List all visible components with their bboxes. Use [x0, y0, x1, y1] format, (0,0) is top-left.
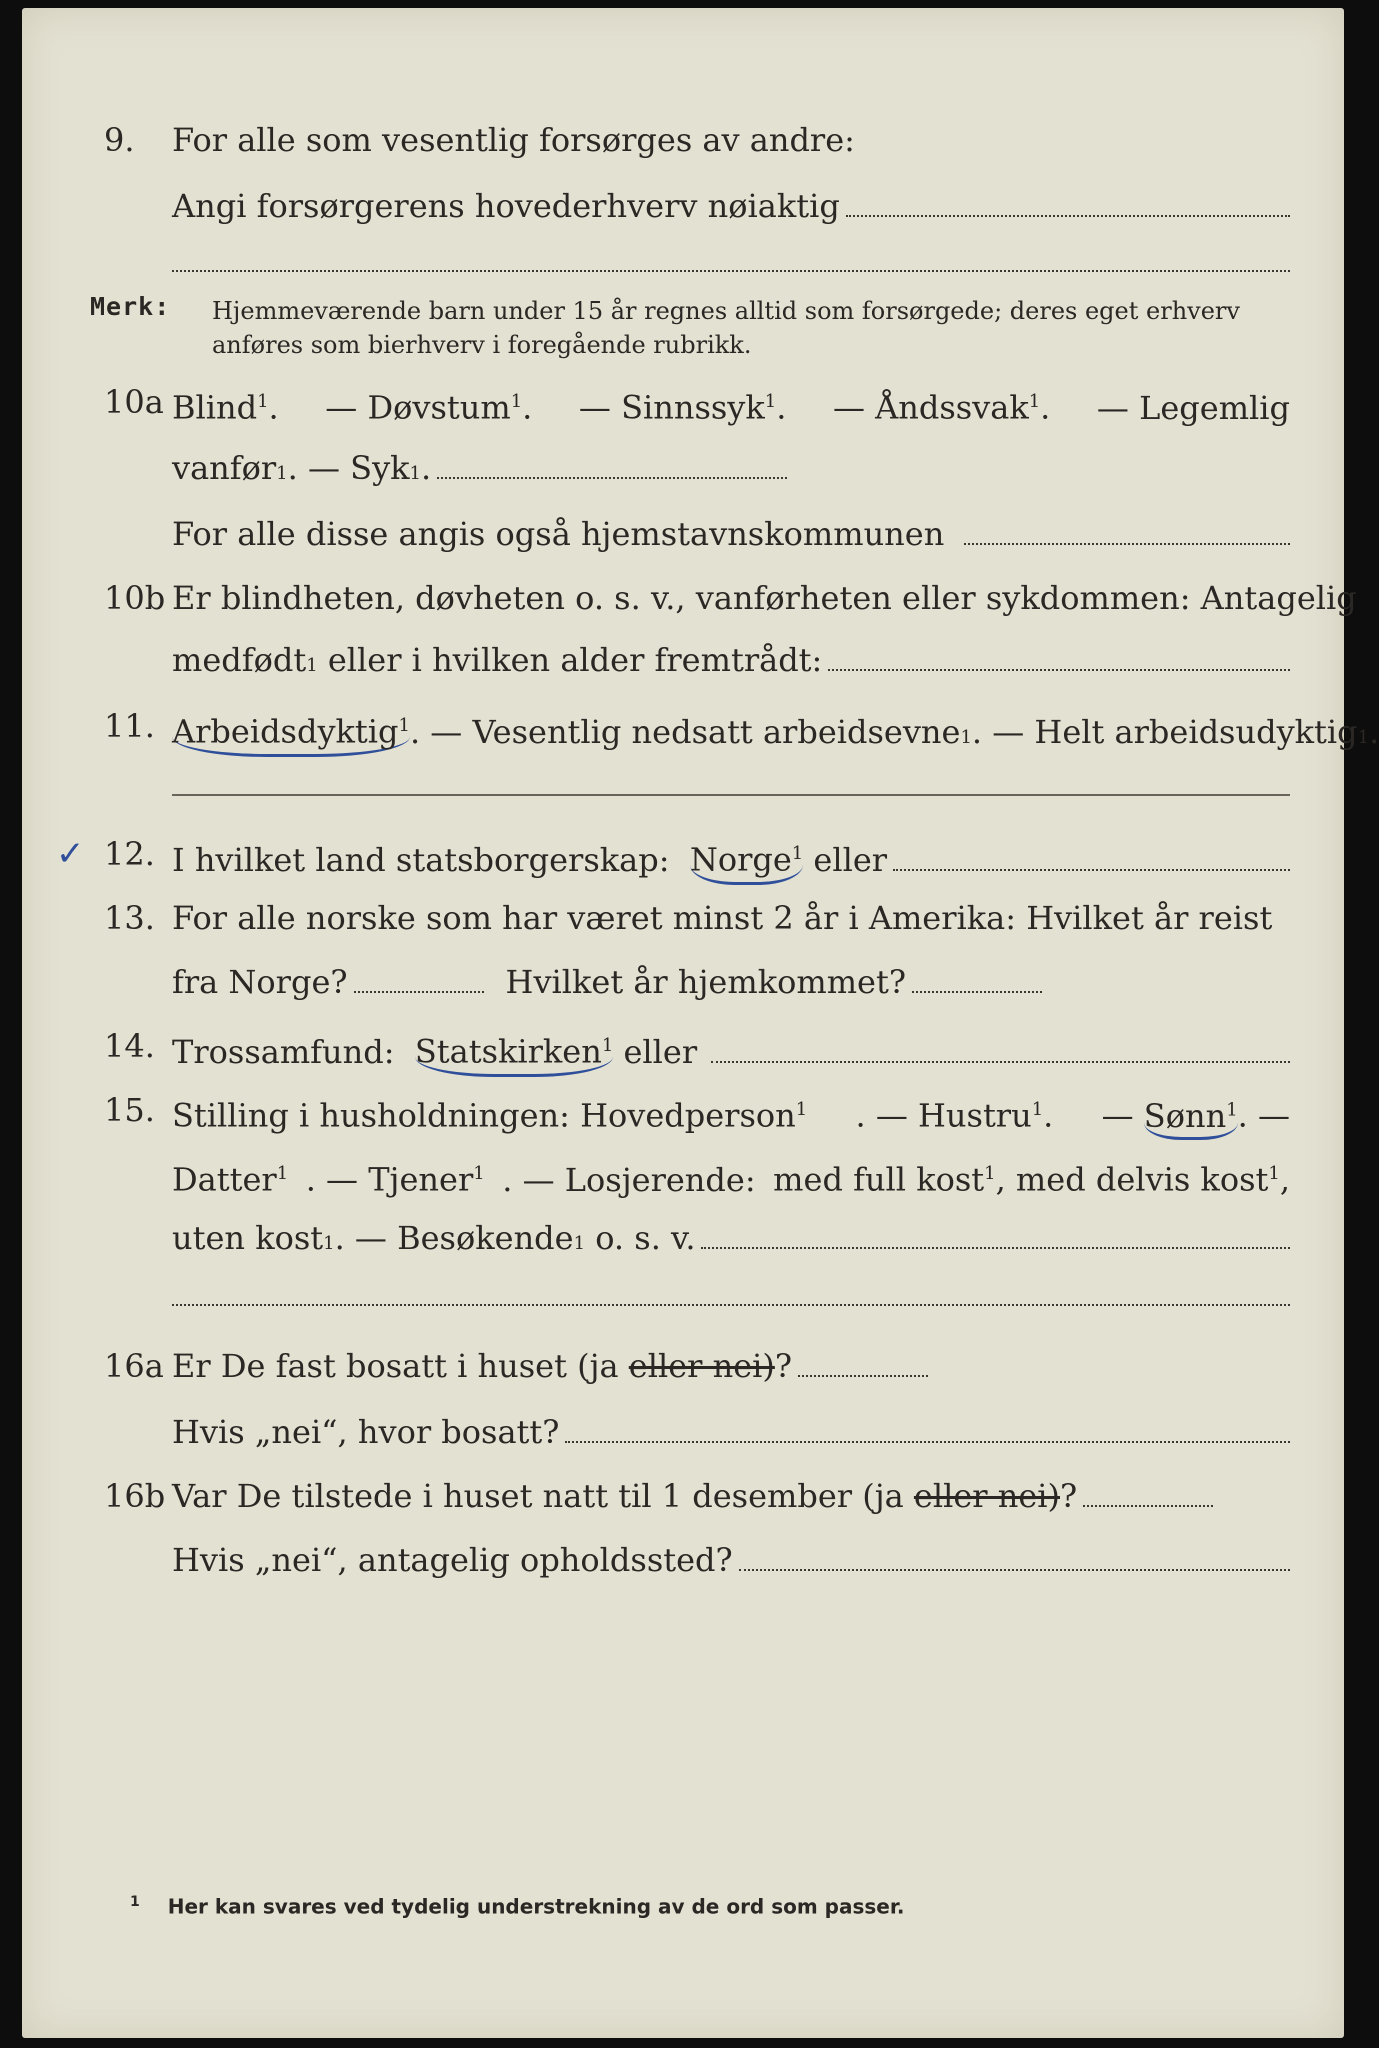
q16b-opholdssted-field[interactable]	[739, 1541, 1290, 1571]
q12-eller: eller	[813, 840, 888, 879]
q14-statskirken[interactable]: Statskirken$^1$	[415, 1026, 613, 1077]
q14-eller: eller	[623, 1032, 698, 1071]
q10a-number: 10a	[104, 383, 164, 421]
q16a-number: 16a	[104, 1347, 164, 1385]
q16b-number: 16b	[104, 1477, 166, 1515]
check-mark-icon: ✓	[56, 834, 85, 874]
q16b-text1: Var De tilstede i huset natt til 1 desember (ja	[172, 1477, 904, 1515]
q12-number: 12.	[104, 835, 155, 873]
q10b-answer-field[interactable]	[828, 641, 1290, 671]
q14-text: Trossamfund:	[172, 1032, 395, 1071]
q13-fra-norge: fra Norge?	[172, 963, 348, 1001]
q10a-hjemstavn-text: For alle disse angis også hjemstavnskommunen	[172, 515, 945, 553]
q14-number: 14.	[104, 1027, 155, 1065]
q13-reist-field[interactable]	[354, 963, 484, 993]
q11-answer-line[interactable]	[172, 794, 1290, 796]
q16b-struck-option[interactable]: eller nei)	[913, 1477, 1060, 1515]
q15-answer-field[interactable]	[701, 1219, 1290, 1249]
q10a-andssvak[interactable]: — Åndssvak	[832, 388, 1029, 427]
footnote	[130, 1894, 904, 1919]
q16b-answer-field[interactable]	[1083, 1477, 1213, 1507]
census-form-page: 9. For alle som vesentlig forsørges av andre: Angi forsørgerens hovederhverv nøiaktig Merk: Hjemmeværende barn under 15 år regnes alltid som forsørgede; deres eget erhverv anføres som bierhverv i foregående rubrikk. 10a Blind$^1$. — Døvstum$^1$. — Sinnssyk$^1$. — Åndssvak$^1$. — Legemlig vanfør 1 . — Syk 1 . For alle disse angis også hjemstavnskommunen 10b Er blindheten, døvheten o. s. v., vanførheten eller sykdommen: Antagelig medfødt 1 eller i hvilken alder fremtrådt: 11. Arbeidsdyktig$^1$ . — Vesentlig nedsatt arbeidsevne 1 . — Helt arbeidsudyktig 1 . ✓ 12. I hvilket land statsborgerskap: Norge$^1$ eller 13. For alle norske som har været minst 2 år i Amerika: Hvilket år reist fra Norge? Hvilket år hjemkommet? 14. Trossamfund: Statskirken$^1$ eller 15. Stilling i husholdningen: Hovedperson$^1$ . — Hustru$^1$. — Sønn$^1$. — Datter$^1$ . — Tjener$^1$ . — Losjerende: med full kost$^1$, med delvis kost$^1$, uten kost 1 . — Besøkende 1 o. s. v. 16a Er De fast bosatt i huset (ja eller nei) ? Hvis „nei“, hvor bosatt? 16b Var De tilstede i huset natt til 1 desember (ja eller nei) ? Hvis „nei“, antagelig opholdssted? $^1$ Her kan svares ved tydelig understrekning av de ord som passer.	[22, 8, 1344, 2038]
q15-answer-line2[interactable]	[172, 1304, 1290, 1306]
merk-text	[212, 294, 1290, 362]
q10a-vanfor[interactable]: vanfør	[172, 449, 277, 487]
q16b-text2: Hvis „nei“, antagelig opholdssted?	[172, 1541, 733, 1579]
q15-uten-kost[interactable]: uten kost	[172, 1219, 324, 1257]
q15-tjener[interactable]: . — Tjener	[305, 1160, 474, 1199]
q10a-answer-field[interactable]	[437, 449, 787, 479]
q16a-struck-option[interactable]: eller nei)	[628, 1347, 775, 1385]
q13-text1: For alle norske som har været minst 2 år i Amerika: Hvilket år reist	[172, 899, 1273, 937]
q16a-text1: Er De fast bosatt i huset (ja	[172, 1347, 619, 1385]
q11-helt[interactable]: . — Helt arbeidsudyktig	[971, 712, 1358, 751]
q9-number: 9.	[104, 121, 135, 159]
merk-text-line2: anføres som bierhverv i foregående rubrikk.	[212, 331, 752, 359]
footnote-text: Her kan svares ved tydelig understrekning av de ord som passer.	[167, 1894, 905, 1919]
q15-hustru[interactable]: . — Hustru	[855, 1096, 1032, 1135]
q11-vesentlig[interactable]: . — Vesentlig nedsatt arbeidsevne	[409, 712, 961, 751]
q15-osv: o. s. v.	[595, 1219, 696, 1257]
q13-number: 13.	[104, 899, 155, 937]
q14-answer-field[interactable]	[711, 1033, 1290, 1063]
q12-norge[interactable]: Norge$^1$	[690, 834, 803, 885]
q15-besokende[interactable]: . — Besøkende	[334, 1219, 574, 1257]
q9-answer-line2[interactable]	[172, 270, 1290, 272]
q10a-dovstum[interactable]: — Døvstum	[325, 388, 511, 427]
q10a-legemlig[interactable]: — Legemlig	[1096, 388, 1290, 427]
q10b-medfodt[interactable]: medfødt	[172, 641, 307, 679]
q10a-blind[interactable]: Blind	[172, 388, 258, 427]
q10a-sinnssyk[interactable]: — Sinnssyk	[578, 388, 765, 427]
merk-text-line1: Hjemmeværende barn under 15 år regnes alltid som forsørgede; deres eget erhverv	[212, 297, 1240, 325]
q10b-text1: Er blindheten, døvheten o. s. v., vanførheten eller sykdommen: Antagelig	[172, 579, 1357, 617]
q10a-hjemstavn-field[interactable]	[964, 515, 1290, 545]
q15-full-kost[interactable]: med full kost	[773, 1160, 985, 1199]
q10b-text2: eller i hvilken alder fremtrådt:	[327, 641, 823, 679]
q9-answer-field[interactable]	[846, 187, 1290, 217]
q10a-syk[interactable]: — Syk	[307, 449, 410, 487]
footnote-mark: 1	[130, 1894, 140, 1910]
q15-delvis-kost[interactable]: , med delvis kost	[995, 1160, 1269, 1199]
q9-text2: Angi forsørgerens hovederhverv nøiaktig	[172, 187, 840, 225]
q15-losjerende: . — Losjerende:	[502, 1160, 756, 1199]
q13-hjemkommet-field[interactable]	[912, 963, 1042, 993]
q11-number: 11.	[104, 707, 155, 745]
q9-text1: For alle som vesentlig forsørges av andre:	[172, 121, 855, 159]
q13-hjemkommet: Hvilket år hjemkommet?	[505, 963, 906, 1001]
q15-sonn[interactable]: Sønn$^1$	[1144, 1097, 1238, 1140]
q15-datter[interactable]: Datter	[172, 1160, 277, 1199]
q12-answer-field[interactable]	[893, 841, 1290, 871]
q15-hovedperson[interactable]: Stilling i husholdningen: Hovedperson	[172, 1096, 796, 1135]
q10b-number: 10b	[104, 579, 166, 617]
q11-arbeidsdyktig[interactable]: Arbeidsdyktig$^1$	[172, 706, 410, 757]
q16a-text2: Hvis „nei“, hvor bosatt?	[172, 1413, 560, 1451]
q12-text: I hvilket land statsborgerskap:	[172, 840, 670, 879]
q16a-answer-field[interactable]	[798, 1347, 928, 1377]
q16a-bosatt-field[interactable]	[565, 1413, 1290, 1443]
q15-number: 15.	[104, 1091, 155, 1129]
merk-label: Merk:	[90, 292, 171, 321]
